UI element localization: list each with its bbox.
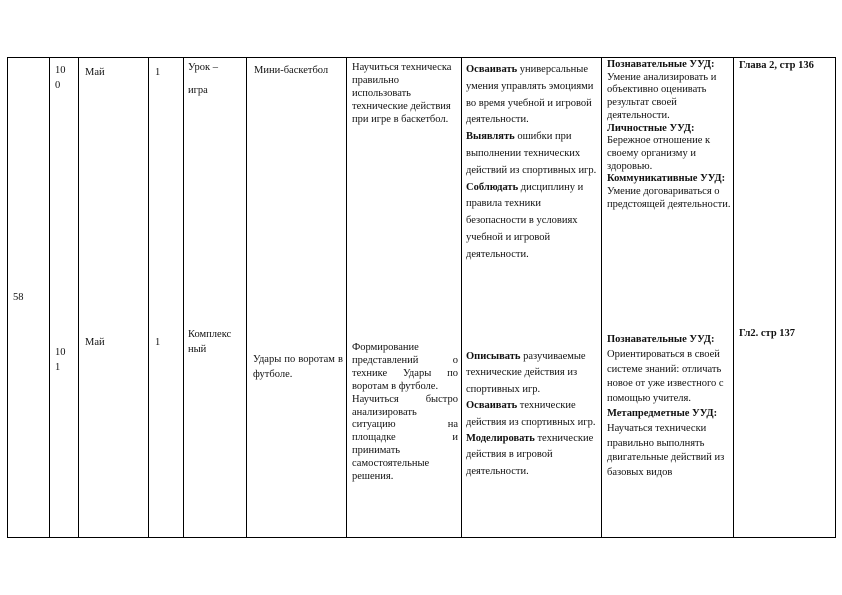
- activity-text: ошибки при выполнении технических действий из спортивных игр.: [466, 131, 597, 176]
- activity-text: дисциплину и правила техники безопасности в условиях учебной и игровой деятельности.: [466, 181, 584, 260]
- table-bottom-border: [7, 537, 836, 538]
- goal-line: воротам в футболе.: [352, 380, 439, 392]
- activity-item: [466, 349, 599, 398]
- lesson-type-line-1: Урок –: [188, 62, 218, 73]
- activity-text: универсальные умения управлять эмоциями во время учебной и игровой деятельности.: [466, 64, 594, 126]
- col-border-2: [78, 57, 79, 538]
- goal-line: анализировать: [352, 406, 417, 418]
- uud-heading: Познавательные УУД:: [607, 59, 715, 70]
- lesson-type-line-2: ный: [188, 344, 207, 355]
- uud-text: Умение договариваться о предстоящей деятельности.: [607, 186, 731, 210]
- col-border-1: [49, 57, 50, 538]
- goal-line: технике Удары по: [352, 367, 458, 379]
- activity-verb: Соблюдать: [466, 181, 519, 193]
- uud-item: [607, 123, 731, 174]
- lesson-number-line-2: 0: [55, 80, 61, 91]
- uud-heading: Личностные УУД:: [607, 122, 695, 134]
- lesson-month: Май: [85, 67, 105, 78]
- goal-line: самостоятельные: [352, 458, 430, 470]
- lesson-number-line-1: 10: [55, 65, 66, 76]
- activity-verb: Моделировать: [466, 433, 535, 445]
- activity-item: [466, 398, 599, 431]
- activity-verb: Осваивать: [466, 64, 518, 75]
- textbook-ref: Глава 2, стр 136: [739, 60, 814, 71]
- table-top-border: [7, 57, 836, 58]
- activity-text: разучиваемые технические действия из спортивных игр.: [466, 351, 586, 395]
- uud-item: [607, 173, 731, 211]
- lesson-number: [55, 346, 66, 374]
- goal-line: Научиться быстро: [352, 393, 458, 405]
- activity-item: [466, 180, 599, 264]
- col-border-9: [733, 57, 734, 538]
- lesson-uud: [607, 59, 731, 211]
- lesson-hours: 1: [155, 337, 161, 348]
- textbook-ref: Гл2. стр 137: [739, 328, 796, 339]
- activity-item: [466, 129, 599, 179]
- goal-line: решения.: [352, 471, 394, 483]
- lesson-type: [188, 328, 231, 356]
- lesson-month: Май: [85, 337, 105, 348]
- activity-item: [466, 62, 599, 129]
- uud-text: Умение анализировать и объективно оценивать результат своей деятельности.: [607, 71, 717, 121]
- uud-text: Ориентироваться в своей системе знаний: отличать новое от уже известного с помощью учителя.: [607, 348, 724, 405]
- col-border-3: [148, 57, 149, 538]
- uud-heading: Коммуникативные УУД:: [607, 173, 726, 185]
- uud-heading: Метапредметные УУД:: [607, 407, 718, 419]
- activity-verb: Описывать: [466, 351, 521, 362]
- lesson-goal: [352, 342, 458, 484]
- lesson-type-line-1: Комплекс: [188, 329, 232, 340]
- lesson-type: [188, 61, 218, 97]
- lesson-activities: [466, 349, 599, 480]
- lesson-hours: 1: [155, 67, 161, 78]
- goal-line: принимать: [352, 445, 401, 457]
- goal-line: представлений о: [352, 354, 458, 366]
- activity-verb: Осваивать: [466, 400, 518, 412]
- lesson-number: [55, 64, 66, 92]
- col-border-5: [246, 57, 247, 538]
- activity-text: технические действия из спортивных игр.: [466, 400, 596, 428]
- uud-text: Научаться технически правильно выполнять двигательные действий из базовых видов: [607, 422, 725, 479]
- uud-item: [607, 407, 731, 481]
- uud-text: Бережное отношение к своему организму и здоровью.: [607, 135, 711, 172]
- activity-item: [466, 431, 599, 480]
- lesson-type-line-2: игра: [188, 85, 208, 96]
- goal-line: площадке и: [352, 432, 458, 444]
- uud-heading: Познавательные УУД:: [607, 334, 715, 345]
- goal-line: ситуацию на: [352, 419, 458, 431]
- row-number: 58: [13, 292, 24, 303]
- activity-verb: Выявлять: [466, 131, 515, 143]
- col-border-8: [601, 57, 602, 538]
- lesson-activities: [466, 62, 599, 264]
- lesson-topic: Мини-баскетбол: [254, 65, 329, 76]
- activity-text: технические действия в игровой деятельности.: [466, 433, 594, 477]
- col-border-6: [346, 57, 347, 538]
- col-border-0: [7, 57, 8, 538]
- lesson-goal: Научиться техническа правильно использовать технические действия при игре в баскетбол.: [352, 62, 452, 125]
- uud-item: [607, 333, 731, 407]
- uud-item: [607, 59, 731, 123]
- col-border-4: [183, 57, 184, 538]
- col-border-10: [835, 57, 836, 538]
- lesson-number-line-1: 10: [55, 347, 66, 358]
- lesson-topic: Удары по воротам в футболе.: [253, 354, 343, 380]
- col-border-7: [461, 57, 462, 538]
- lesson-number-line-2: 1: [55, 362, 61, 373]
- goal-line: Формирование: [352, 342, 419, 353]
- lesson-uud: [607, 333, 731, 481]
